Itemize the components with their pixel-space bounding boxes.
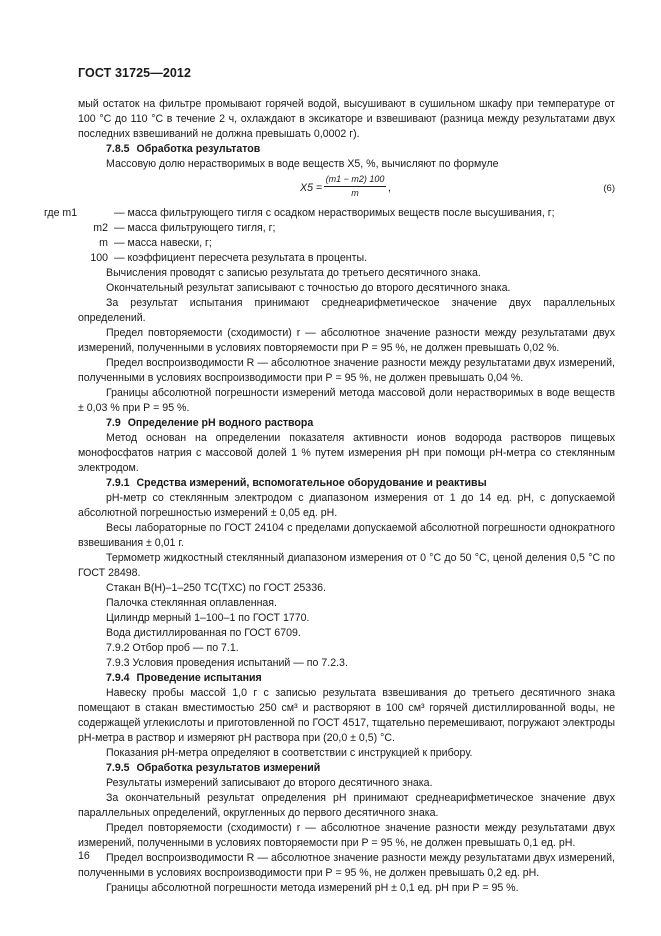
definition-row (78, 221, 615, 236)
equation-number: (6) (603, 183, 615, 194)
paragraph: Вода дистиллированная по ГОСТ 6709. (106, 627, 301, 639)
section-title: Обработка результатов измерений (136, 762, 321, 774)
paragraph: Вычисления проводят с записью результата до третьего десятичного знака. (106, 267, 481, 279)
paragraph: Метод основан на определении показателя активности ионов водорода растворов пищевых монофосфатов натрия с массовой долей 1 % путем измерения рН при помощи рН-метра со стеклянным электродом. (78, 432, 615, 474)
paragraph: Термометр жидкостный стеклянный диапазоном измерения от 0 °С до 50 °С, ценой деления 0,5 °С по ГОСТ 28498. (78, 552, 615, 579)
paragraph: Предел воспроизводимости R — абсолютное значение разности между результатами двух измерений, полученными в условиях воспроизводимости при Р = 95 %, не должен превышать 0,2 ед. рН. (78, 852, 615, 879)
formula-tail: , (388, 182, 391, 194)
paragraph: Границы абсолютной погрешности измерений метода массовой доли нерастворимых в воде веществ ± 0,03 % при Р = 95 %. (78, 387, 615, 414)
definition-text: — коэффициент пересчета результата в проценты. (114, 252, 368, 264)
paragraph: За окончательный результат определения рН принимают среднеарифметическое значение двух параллельных определений, округленных до первого десятичного знака. (78, 792, 615, 819)
paragraph: Предел воспроизводимости R — абсолютное значение разности между результатами двух измерений, полученными в условиях воспроизводимости при Р = 95 %, не должен превышать 0,04 %. (78, 357, 615, 384)
section-heading-7-9-1 (78, 476, 615, 491)
paragraph: Предел повторяемости (сходимости) r — абсолютное значение разности между результатами двух измерений, полученными в условиях повторяемости при Р = 95 %, не должен превышать 0,02 %. (78, 327, 615, 354)
paragraph: Палочка стеклянная оплавленная. (106, 597, 277, 609)
page-number: 16 (78, 850, 90, 862)
formula-lhs: X5 = (300, 182, 323, 194)
section-heading-7-9-4 (78, 671, 615, 686)
section-heading-7-8-5 (78, 142, 615, 157)
paragraph: За результат испытания принимают среднеарифметическое значение двух параллельных определений. (78, 297, 615, 324)
running-header: ГОСТ 31725—2012 (78, 66, 192, 80)
paragraph: Стакан В(Н)–1–250 ТС(ТХС) по ГОСТ 25336. (106, 582, 326, 594)
paragraph: Показания рН-метра определяют в соответствии с инструкцией к прибору. (106, 747, 473, 759)
paragraph: Окончательный результат записывают с точностью до второго десятичного знака. (106, 282, 511, 294)
definition-text: — масса фильтрующего тигля с осадком нерастворимых веществ после высушивания, г; (114, 207, 555, 219)
definition-text: — масса навески, г; (114, 237, 212, 249)
formula-denominator: m (351, 188, 359, 198)
paragraph: Весы лабораторные по ГОСТ 24104 с пределами допускаемой абсолютной погрешности однократного взвешивания ± 0,01 г. (78, 522, 615, 549)
paragraph: 7.9.2 Отбор проб — по 7.1. (106, 642, 239, 654)
paragraph: мый остаток на фильтре промывают горячей водой, высушивают в сушильном шкафу при температуре от 100 °С до 110 °С в течение 2 ч, охлаждают в эксикаторе и взвешивают (разница между результатами двух последних взвешиваний не должна превышать 0,0002 г). (78, 98, 615, 140)
definition-symbol: 100 (90, 252, 108, 264)
section-number: 7.8.5 (106, 143, 130, 155)
formula-numerator: (m1 − m2) 100 (324, 173, 386, 187)
paragraph: Навеску пробы массой 1,0 г с записью результата взвешивания до третьего десятичного знака помещают в стакан вместимостью 250 см³ и растворяют в 100 см³ горячей дистиллированной воды, не содержащей углекислоты и приготовленной по ГОСТ 4517, тщательно перемешивают, погружают электроды рН-метра в раствор и измеряют рН раствора при (20,0 ± 0,5) °С. (78, 687, 615, 744)
paragraph: Предел повторяемости (сходимости) r — абсолютное значение разности между результатами двух измерений, полученными в условиях повторяемости при Р = 95 %, не должен превышать 0,1 ед. рН. (78, 822, 615, 849)
section-number: 7.9.5 (106, 762, 130, 774)
paragraph: Массовую долю нерастворимых в воде веществ X5, %, вычисляют по формуле (106, 158, 499, 170)
page-body (44, 97, 615, 896)
section-heading-7-9-5 (78, 761, 615, 776)
definition-row (44, 206, 615, 221)
section-number: 7.9.1 (106, 477, 130, 489)
section-heading-7-9 (78, 416, 615, 431)
variable-definitions (44, 206, 615, 266)
paragraph: Результаты измерений записывают до второго десятичного знака. (106, 777, 433, 789)
section-title: Обработка результатов (136, 143, 261, 155)
definition-symbol: m (99, 237, 108, 249)
section-title: Средства измерений, вспомогательное оборудование и реактивы (136, 477, 487, 489)
section-title: Проведение испытания (136, 672, 262, 684)
definition-row (78, 236, 615, 251)
section-number: 7.9.4 (106, 672, 130, 684)
definition-symbol: m2 (93, 222, 108, 234)
formula-6 (78, 172, 615, 206)
definition-symbol: где m1 (44, 207, 78, 219)
paragraph: рН-метр со стеклянным электродом с диапазоном измерения от 1 до 14 ед. рН, с допускаемой абсолютной погрешностью измерений ± 0,05 ед. рН. (78, 492, 615, 519)
section-title: Определение рН водного раствора (127, 417, 314, 429)
paragraph: Границы абсолютной погрешности метода измерений рН ± 0,1 ед. рН при Р = 95 %. (106, 882, 519, 894)
definition-row (78, 251, 615, 266)
formula-fraction (324, 173, 386, 199)
definition-text: — масса фильтрующего тигля, г; (114, 222, 276, 234)
section-number: 7.9 (106, 417, 121, 429)
paragraph: Цилиндр мерный 1–100–1 по ГОСТ 1770. (106, 612, 310, 624)
paragraph: 7.9.3 Условия проведения испытаний — по 7.2.3. (106, 657, 348, 669)
